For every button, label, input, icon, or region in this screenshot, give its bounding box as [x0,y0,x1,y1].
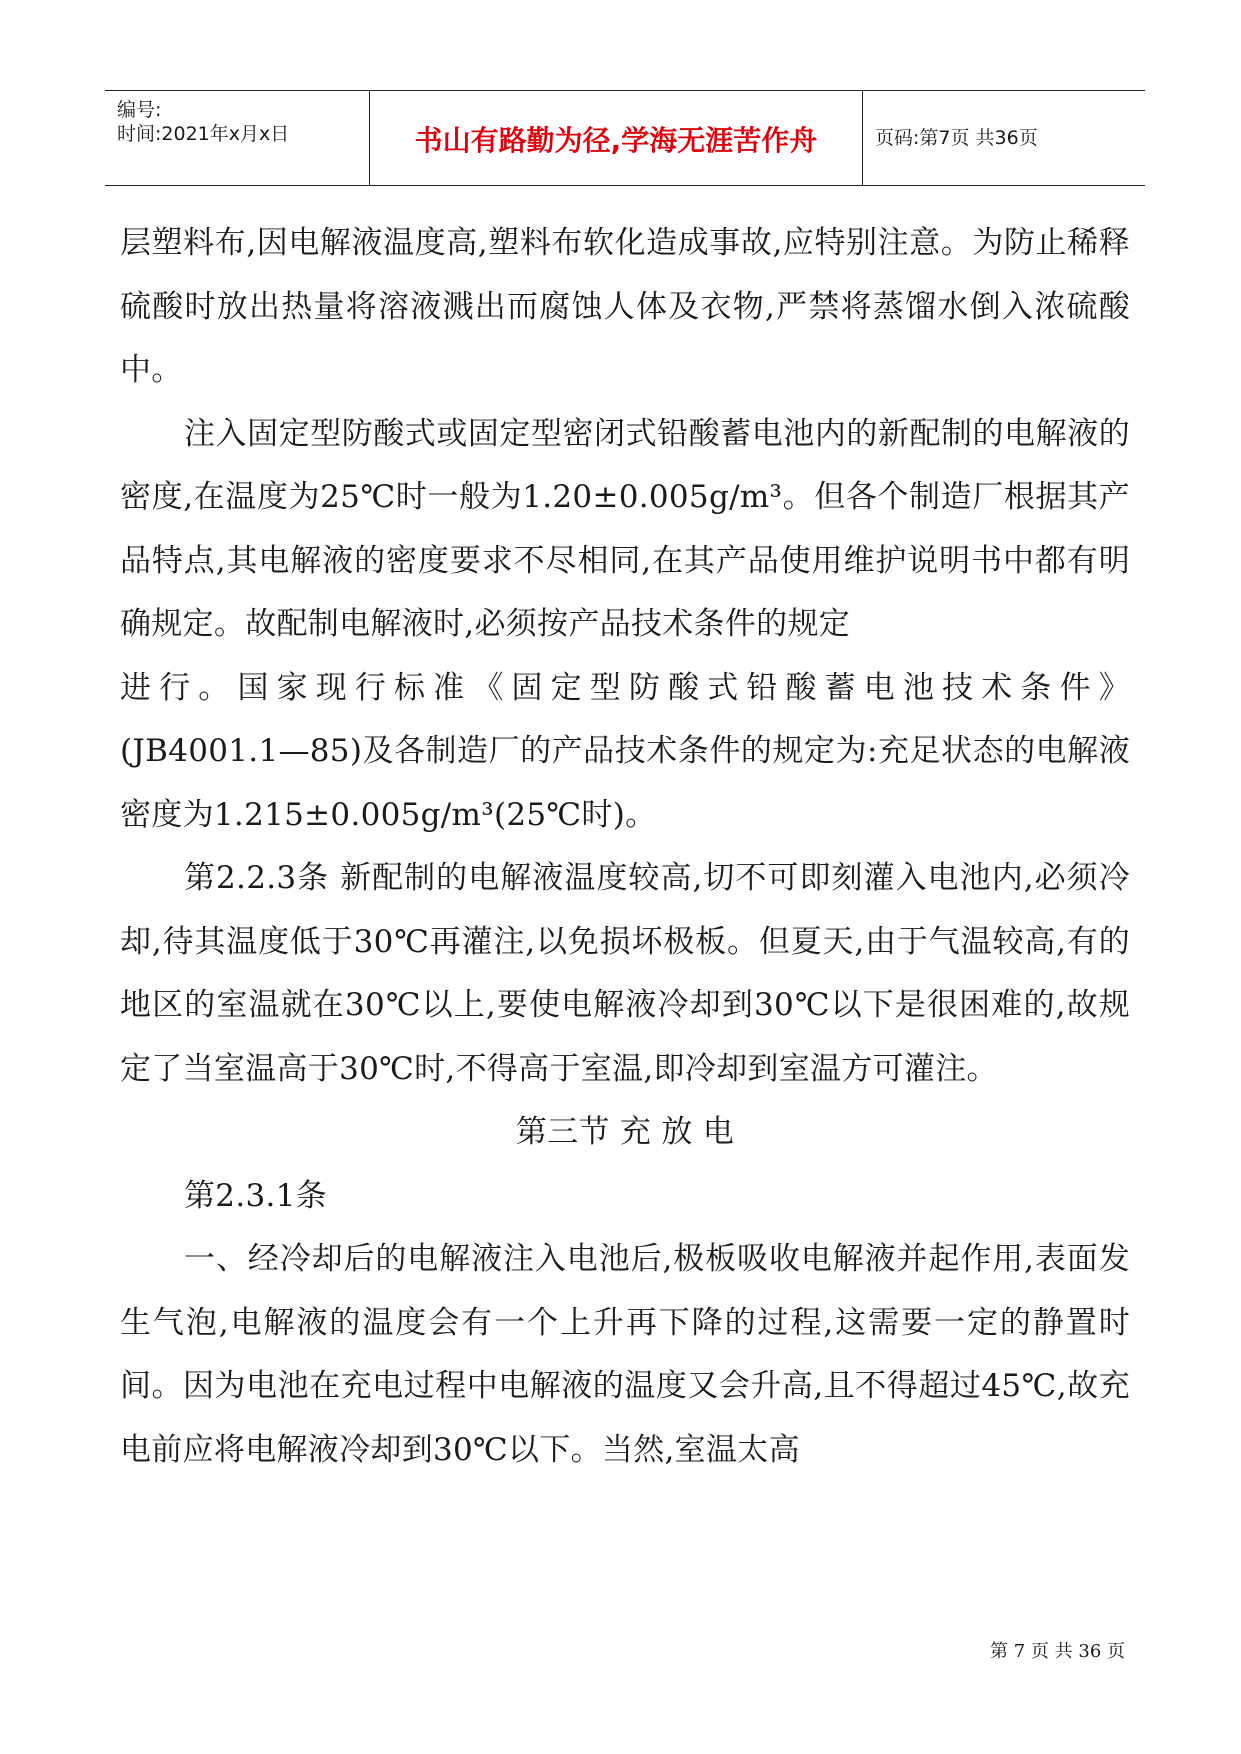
paragraph-2c: (JB4001.1—85)及各制造厂的产品技术条件的规定为:充足状态的电解液密度为1.215±0.005g/m³(25℃时)。 [120,733,1130,833]
paragraph-4: 一、经冷却后的电解液注入电池后,极板吸收电解液并起作用,表面发生气泡,电解液的温度会有一个上升再下降的过程,这需要一定的静置时间。因为电池在充电过程中电解液的温度又会升高,且不得超过45℃,故充电前应将电解液冷却到30℃以下。当然,室温太高 [120,1241,1130,1468]
section-title: 第三节 充 放 电 [515,1114,735,1150]
header-motto: 书山有路勤为径,学海无涯苦作舟 [414,124,818,157]
header-motto-cell [369,91,863,185]
paragraph-3: 第2.2.3条 新配制的电解液温度较高,切不可即刻灌入电池内,必须冷却,待其温度低于30℃再灌注,以免损坏极板。但夏天,由于气温较高,有的地区的室温就在30℃以上,要使电解液冷却到30℃以下是很困难的,故规定了当室温高于30℃时,不得高于室温,即冷却到室温方可灌注。 [120,860,1130,1087]
document-header [105,90,1145,186]
paragraph-1: 层塑料布,因电解液温度高,塑料布软化造成事故,应特别注意。为防止稀释硫酸时放出热量将溶液溅出而腐蚀人体及衣物,严禁将蒸馏水倒入浓硫酸中。 [120,225,1130,388]
paragraph-2b: 进行。国家现行标准《固定型防酸式铅酸蓄电池技术条件》 [120,669,1130,706]
paragraph-2a: 注入固定型防酸式或固定型密闭式铅酸蓄电池内的新配制的电解液的密度,在温度为25℃时一般为1.20±0.005g/m³。但各个制造厂根据其产品特点,其电解液的密度要求不尽相同,在其产品使用维护说明书中都有明确规定。故配制电解液时,必须按产品技术条件的规定 [120,415,1130,642]
header-left-cell [105,91,369,185]
header-right-cell [863,91,1145,185]
page-footer: 第 7 页 共 36 页 [990,1641,1125,1662]
document-body [120,212,1130,1482]
document-number-label: 编号: [117,99,162,121]
document-time-label: 时间:2021年x月x日 [117,123,290,145]
article-heading: 第2.3.1条 [184,1177,327,1214]
header-page-label: 页码:第7页 共36页 [875,127,1038,149]
